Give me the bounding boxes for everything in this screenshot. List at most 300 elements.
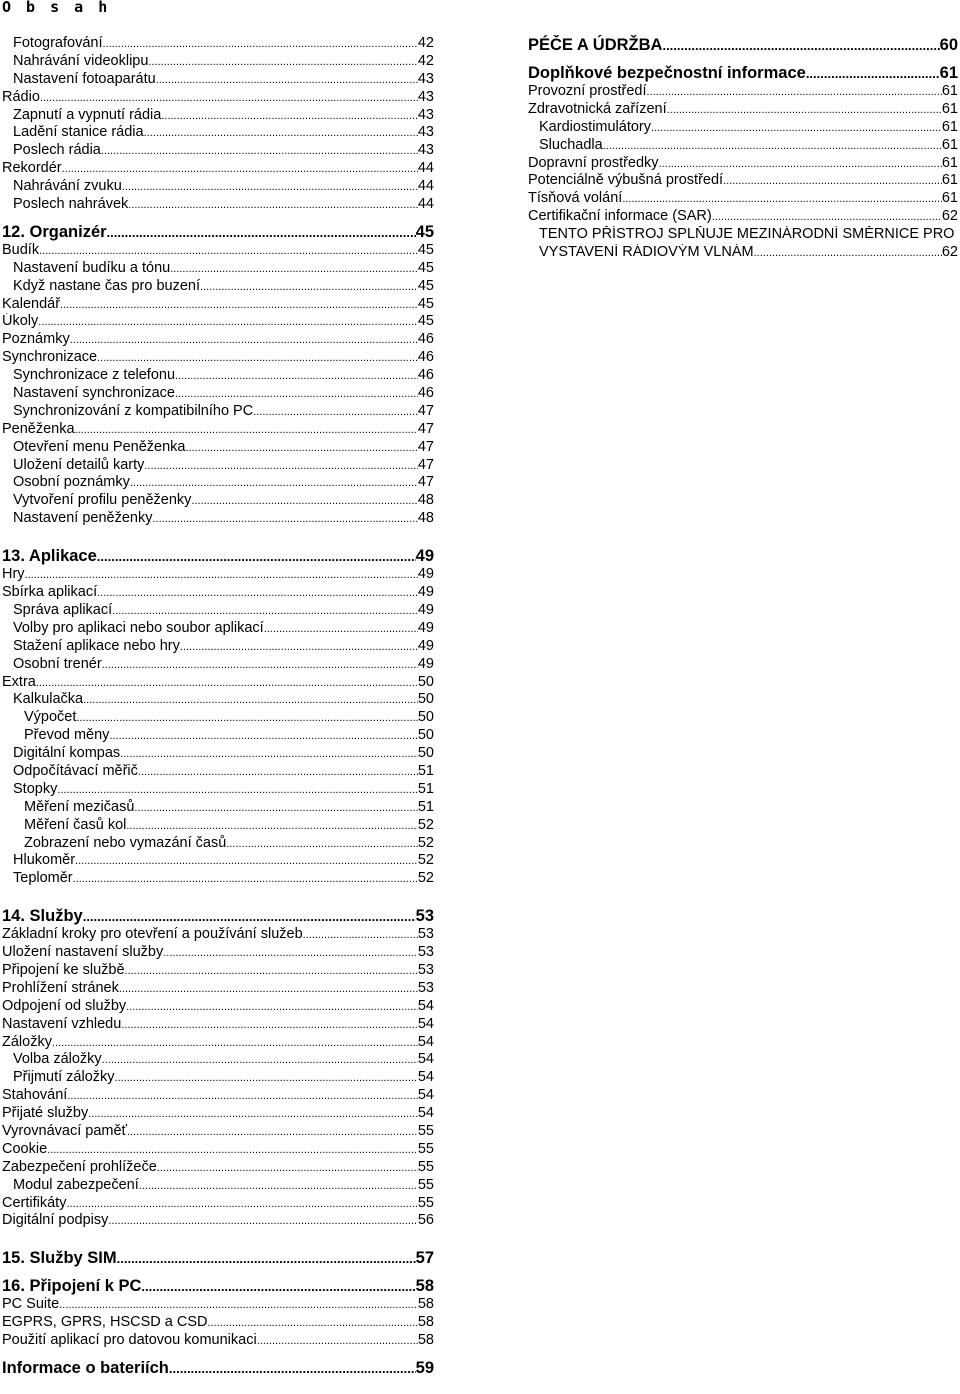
dot-leader bbox=[127, 1124, 418, 1141]
toc-page-number: 43 bbox=[417, 142, 434, 159]
toc-page-number: 49 bbox=[415, 547, 434, 566]
toc-page-number: 47 bbox=[417, 438, 434, 455]
toc-entry-label: Poslech nahrávek bbox=[13, 196, 129, 213]
dot-leader bbox=[200, 279, 418, 296]
toc-entry[interactable] bbox=[2, 1177, 434, 1195]
toc-entry[interactable] bbox=[2, 566, 434, 584]
toc-entry-label: Synchronizování z kompatibilního PC bbox=[13, 402, 254, 419]
toc-entry-label: Rádio bbox=[2, 88, 40, 105]
dot-leader bbox=[264, 621, 418, 638]
dot-leader bbox=[148, 54, 417, 71]
toc-entry[interactable] bbox=[2, 278, 434, 296]
toc-entry-label: TENTO PŘÍSTROJ SPLŇUJE MEZINÁRODNÍ SMĚRNICE PRO bbox=[539, 226, 955, 243]
dot-leader bbox=[121, 1017, 418, 1034]
toc-entry[interactable] bbox=[2, 781, 434, 799]
dot-leader bbox=[667, 102, 942, 119]
dot-leader bbox=[70, 332, 418, 349]
dot-leader bbox=[125, 963, 418, 980]
toc-entry[interactable] bbox=[2, 492, 434, 510]
dot-leader bbox=[170, 261, 418, 278]
toc-entry-label: PC Suite bbox=[2, 1296, 60, 1313]
dot-leader bbox=[102, 657, 418, 674]
toc-entry-label: Budík bbox=[2, 241, 40, 258]
toc-entry-label: Převod měny bbox=[24, 727, 110, 744]
toc-page-number: 53 bbox=[417, 979, 434, 996]
toc-page-number: 45 bbox=[417, 259, 434, 276]
dot-leader bbox=[102, 1052, 418, 1069]
dot-leader bbox=[97, 585, 418, 602]
toc-entry-label: Nahrávání zvuku bbox=[13, 178, 122, 195]
dot-leader bbox=[139, 1178, 418, 1195]
toc-entry-label: Dopravní prostředky bbox=[528, 154, 659, 171]
toc-page-number: 54 bbox=[417, 1051, 434, 1068]
dot-leader bbox=[180, 639, 418, 656]
toc-page-number: 49 bbox=[417, 655, 434, 672]
toc-entry[interactable] bbox=[2, 313, 434, 331]
toc-page-number: 60 bbox=[939, 36, 958, 54]
toc-entry[interactable] bbox=[2, 962, 434, 980]
toc-entry[interactable] bbox=[528, 119, 958, 137]
toc-page-number: 48 bbox=[417, 510, 434, 527]
toc-entry-label: Tísňová volání bbox=[528, 190, 623, 207]
toc-page-number: 54 bbox=[417, 1033, 434, 1050]
toc-entry-label: Zobrazení nebo vymazání časů bbox=[24, 834, 227, 851]
toc-entry-label: EGPRS, GPRS, HSCSD a CSD bbox=[2, 1314, 208, 1331]
toc-entry-label: Uložení nastavení služby bbox=[2, 944, 164, 961]
dot-leader bbox=[646, 84, 941, 101]
dot-leader bbox=[59, 1297, 418, 1314]
toc-entry[interactable] bbox=[2, 638, 434, 656]
toc-entry[interactable] bbox=[2, 260, 434, 278]
toc-page-number: 61 bbox=[941, 118, 958, 135]
toc-entry[interactable] bbox=[2, 674, 434, 692]
toc-page-number: 54 bbox=[417, 1087, 434, 1104]
toc-entry-label: Hlukoměr bbox=[13, 852, 76, 869]
dot-leader bbox=[102, 36, 417, 53]
toc-entry-label: Výpočet bbox=[24, 709, 77, 726]
toc-entry[interactable] bbox=[2, 1087, 434, 1105]
dot-leader bbox=[57, 782, 418, 799]
toc-entry-label: Stahování bbox=[2, 1087, 68, 1104]
toc-entry[interactable] bbox=[2, 367, 434, 385]
toc-entry-label: PÉČE A ÚDRŽBA bbox=[528, 36, 663, 54]
toc-entry-label: Uložení detailů karty bbox=[13, 456, 145, 473]
toc-page-number: 50 bbox=[417, 727, 434, 744]
toc-entry[interactable] bbox=[2, 124, 434, 142]
toc-entry[interactable] bbox=[2, 727, 434, 745]
toc-entry-label: Použití aplikací pro datovou komunikaci bbox=[2, 1332, 257, 1349]
toc-entry-label: Cookie bbox=[2, 1140, 48, 1157]
toc-left-column bbox=[2, 35, 434, 1378]
toc-entry[interactable] bbox=[2, 107, 434, 125]
toc-page-number: 51 bbox=[417, 780, 434, 797]
toc-entry[interactable] bbox=[528, 137, 958, 155]
toc-entry-label: 13. Aplikace bbox=[2, 547, 97, 566]
toc-page-number: 61 bbox=[941, 190, 958, 207]
dot-leader bbox=[60, 297, 418, 314]
toc-page-number: 53 bbox=[417, 944, 434, 961]
dot-leader bbox=[36, 675, 418, 692]
toc-page-number: 55 bbox=[417, 1122, 434, 1139]
toc-chapter-entry[interactable] bbox=[2, 906, 434, 926]
toc-entry[interactable] bbox=[2, 1016, 434, 1034]
toc-entry[interactable] bbox=[2, 53, 434, 71]
dot-leader bbox=[603, 138, 942, 155]
toc-entry-label: Synchronizace bbox=[2, 349, 98, 366]
section-spacer bbox=[2, 528, 434, 546]
toc-page-number: 45 bbox=[417, 313, 434, 330]
toc-page-number: 56 bbox=[417, 1212, 434, 1229]
toc-entry-label: 16. Připojení k PC bbox=[2, 1277, 142, 1296]
toc-entry[interactable] bbox=[2, 196, 434, 214]
toc-entry[interactable] bbox=[2, 1034, 434, 1052]
dot-leader bbox=[157, 1160, 418, 1177]
dot-leader bbox=[207, 1315, 417, 1332]
toc-page-number: 59 bbox=[415, 1359, 434, 1377]
toc-page-number: 55 bbox=[417, 1158, 434, 1175]
toc-page-number: 42 bbox=[417, 35, 434, 51]
toc-page-number: 43 bbox=[417, 106, 434, 123]
dot-leader bbox=[101, 143, 418, 160]
toc-entry-label: Otevření menu Peněženka bbox=[13, 438, 186, 455]
toc-chapter-entry[interactable] bbox=[528, 63, 958, 83]
toc-entry-label: Nahrávání videoklipu bbox=[13, 52, 149, 69]
dot-leader bbox=[659, 156, 942, 173]
toc-entry-label: Základní kroky pro otevření a používání služeb bbox=[2, 926, 303, 943]
dot-leader bbox=[662, 36, 939, 55]
toc-entry[interactable] bbox=[2, 1296, 434, 1314]
toc-entry[interactable] bbox=[528, 208, 958, 226]
toc-entry[interactable] bbox=[2, 620, 434, 638]
toc-entry[interactable] bbox=[528, 155, 958, 173]
dot-leader bbox=[73, 871, 418, 888]
toc-right-column bbox=[528, 35, 958, 262]
toc-page-number: 54 bbox=[417, 997, 434, 1014]
toc-page-number: 49 bbox=[417, 619, 434, 636]
toc-page-number: 53 bbox=[417, 926, 434, 943]
toc-entry-label: Peněženka bbox=[2, 420, 75, 437]
toc-entry[interactable] bbox=[2, 439, 434, 457]
toc-entry[interactable] bbox=[2, 1051, 434, 1069]
toc-page-number: 61 bbox=[941, 100, 958, 117]
dot-leader bbox=[303, 927, 418, 944]
toc-entry-label: VYSTAVENÍ RÁDIOVÝM VLNÁM bbox=[539, 244, 754, 261]
toc-page-number: 42 bbox=[417, 52, 434, 69]
dot-leader bbox=[226, 836, 418, 853]
dot-leader bbox=[97, 350, 418, 367]
dot-leader bbox=[141, 1277, 415, 1296]
toc-entry[interactable] bbox=[2, 584, 434, 602]
toc-entry-label: Poslech rádia bbox=[13, 142, 101, 159]
toc-entry-label: Zdravotnická zařízení bbox=[528, 100, 667, 117]
toc-page-number: 52 bbox=[417, 834, 434, 851]
toc-chapter-entry[interactable] bbox=[2, 1276, 434, 1296]
toc-entry-label: Měření časů kol bbox=[24, 816, 127, 833]
toc-entry[interactable] bbox=[2, 763, 434, 781]
toc-entry[interactable] bbox=[2, 745, 434, 763]
toc-page-number: 58 bbox=[417, 1314, 434, 1331]
toc-page-number: 51 bbox=[417, 798, 434, 815]
page-title: O b s a h bbox=[2, 0, 111, 16]
toc-entry-label: Kalkulačka bbox=[13, 691, 84, 708]
toc-entry-label: Nastavení synchronizace bbox=[13, 385, 175, 402]
dot-leader bbox=[97, 547, 416, 566]
toc-entry[interactable] bbox=[2, 870, 434, 888]
toc-entry-label: Hry bbox=[2, 566, 25, 583]
toc-entry-label: Vyrovnávací paměť bbox=[2, 1122, 127, 1139]
dot-leader bbox=[144, 125, 418, 142]
toc-entry-label: Osobní trenér bbox=[13, 655, 102, 672]
toc-entry-label: 15. Služby SIM bbox=[2, 1249, 117, 1268]
toc-entry-label: Extra bbox=[2, 673, 36, 690]
toc-entry[interactable] bbox=[2, 799, 434, 817]
dot-leader bbox=[128, 197, 418, 214]
toc-entry[interactable] bbox=[2, 835, 434, 853]
toc-page-number: 49 bbox=[417, 584, 434, 601]
toc-entry[interactable] bbox=[2, 852, 434, 870]
toc-entry[interactable] bbox=[2, 926, 434, 944]
toc-entry[interactable] bbox=[2, 1332, 434, 1350]
toc-page-number: 47 bbox=[417, 402, 434, 419]
toc-entry-label: Kalendář bbox=[2, 295, 61, 312]
toc-entry[interactable] bbox=[2, 510, 434, 528]
toc-page-number: 47 bbox=[417, 456, 434, 473]
toc-entry[interactable] bbox=[2, 944, 434, 962]
toc-page-number: 58 bbox=[417, 1332, 434, 1349]
toc-entry[interactable] bbox=[528, 244, 958, 262]
toc-page-number: 52 bbox=[417, 870, 434, 887]
dot-leader bbox=[75, 422, 418, 439]
toc-entry-label: Když nastane čas pro buzení bbox=[13, 277, 201, 294]
dot-leader bbox=[163, 945, 418, 962]
toc-entry[interactable] bbox=[528, 83, 958, 101]
toc-entry-label: Stažení aplikace nebo hry bbox=[13, 637, 180, 654]
dot-leader bbox=[257, 1333, 418, 1350]
dot-leader bbox=[622, 191, 942, 208]
toc-entry[interactable] bbox=[2, 817, 434, 835]
toc-entry-label: Odpojení od služby bbox=[2, 997, 127, 1014]
dot-leader bbox=[115, 1070, 418, 1087]
dot-leader bbox=[253, 404, 418, 421]
toc-page-number: 49 bbox=[417, 601, 434, 618]
toc-entry-label: Nastavení peněženky bbox=[13, 510, 153, 527]
dot-leader bbox=[109, 728, 417, 745]
toc-entry-label: Připojení ke službě bbox=[2, 961, 125, 978]
toc-entry-label: Volba záložky bbox=[13, 1051, 102, 1068]
toc-entry[interactable] bbox=[2, 1159, 434, 1177]
dot-leader bbox=[39, 243, 418, 260]
toc-entry[interactable] bbox=[2, 1123, 434, 1141]
toc-entry[interactable] bbox=[2, 1141, 434, 1159]
toc-entry[interactable] bbox=[2, 602, 434, 620]
toc-entry[interactable] bbox=[2, 178, 434, 196]
dot-leader bbox=[75, 853, 418, 870]
toc-entry[interactable] bbox=[2, 349, 434, 367]
toc-page-number: 62 bbox=[941, 208, 958, 225]
toc-page-number: 43 bbox=[417, 124, 434, 141]
dot-leader bbox=[175, 386, 418, 403]
toc-page-number: 49 bbox=[417, 566, 434, 583]
toc-entry[interactable] bbox=[528, 190, 958, 208]
toc-entry-label: Přijmutí záložky bbox=[13, 1069, 115, 1086]
toc-entry-label: Poznámky bbox=[2, 331, 70, 348]
toc-entry[interactable] bbox=[2, 71, 434, 89]
dot-leader bbox=[67, 1088, 418, 1105]
toc-entry[interactable] bbox=[2, 1212, 434, 1230]
dot-leader bbox=[52, 1035, 418, 1052]
toc-entry-label: Potenciálně výbušná prostředí bbox=[528, 172, 724, 189]
toc-entry-label: Zapnutí a vypnutí rádia bbox=[13, 106, 162, 123]
section-spacer bbox=[2, 1230, 434, 1248]
toc-entry[interactable] bbox=[2, 421, 434, 439]
toc-entry[interactable] bbox=[528, 172, 958, 190]
toc-entry[interactable] bbox=[2, 89, 434, 107]
dot-leader bbox=[144, 458, 417, 475]
dot-leader bbox=[88, 1106, 418, 1123]
dot-leader bbox=[130, 475, 418, 492]
toc-entry-label: Vytvoření profilu peněženky bbox=[13, 492, 192, 509]
toc-entry[interactable] bbox=[2, 242, 434, 260]
toc-entry[interactable] bbox=[2, 474, 434, 492]
toc-entry-label: Teploměr bbox=[13, 870, 73, 887]
toc-entry-label: Přijaté služby bbox=[2, 1105, 89, 1122]
toc-page-number: 54 bbox=[417, 1105, 434, 1122]
toc-page-number: 43 bbox=[417, 88, 434, 105]
dot-leader bbox=[120, 746, 418, 763]
toc-entry-label: Sbírka aplikací bbox=[2, 584, 98, 601]
toc-chapter-entry[interactable] bbox=[2, 222, 434, 242]
toc-chapter-entry[interactable] bbox=[2, 1248, 434, 1268]
toc-entry[interactable] bbox=[2, 331, 434, 349]
toc-entry-label: Doplňkové bezpečnostní informace bbox=[528, 64, 806, 82]
toc-entry-label: Fotografování bbox=[13, 35, 103, 51]
toc-entry[interactable] bbox=[2, 980, 434, 998]
toc-entry[interactable] bbox=[2, 998, 434, 1016]
toc-page-number: 50 bbox=[417, 709, 434, 726]
dot-leader bbox=[806, 64, 940, 83]
toc-entry[interactable] bbox=[528, 101, 958, 119]
toc-page-number: 61 bbox=[941, 83, 958, 99]
dot-leader bbox=[83, 692, 418, 709]
toc-entry[interactable] bbox=[2, 691, 434, 709]
toc-entry-label: Certifikáty bbox=[2, 1194, 67, 1211]
toc-entry-label: Informace o bateriích bbox=[2, 1359, 169, 1377]
dot-leader bbox=[25, 567, 418, 584]
toc-entry[interactable] bbox=[2, 160, 434, 178]
toc-page-number: 44 bbox=[417, 160, 434, 177]
dot-leader bbox=[161, 108, 418, 125]
toc-entry-label: Sluchadla bbox=[539, 136, 603, 153]
toc-page-number: 47 bbox=[417, 420, 434, 437]
toc-page-number: 55 bbox=[417, 1140, 434, 1157]
toc-page-number: 55 bbox=[417, 1194, 434, 1211]
dot-leader bbox=[156, 72, 418, 89]
dot-leader bbox=[134, 800, 417, 817]
toc-page-number: 55 bbox=[417, 1176, 434, 1193]
dot-leader bbox=[108, 1213, 417, 1230]
toc-entry-label: Úkoly bbox=[2, 313, 39, 330]
dot-leader bbox=[712, 209, 942, 226]
toc-page-number: 46 bbox=[417, 385, 434, 402]
dot-leader bbox=[651, 120, 942, 137]
toc-entry[interactable] bbox=[2, 709, 434, 727]
toc-entry-label: Provozní prostředí bbox=[528, 83, 647, 99]
toc-entry[interactable] bbox=[2, 1195, 434, 1213]
toc-entry[interactable] bbox=[528, 226, 958, 244]
toc-entry-label: Kardiostimulátory bbox=[539, 118, 652, 135]
toc-entry[interactable] bbox=[2, 1314, 434, 1332]
toc-entry-label: Digitální kompas bbox=[13, 745, 121, 762]
toc-entry[interactable] bbox=[2, 457, 434, 475]
dot-leader bbox=[122, 179, 418, 196]
dot-leader bbox=[40, 90, 418, 107]
dot-leader bbox=[175, 368, 418, 385]
dot-leader bbox=[169, 1359, 416, 1378]
toc-page-number: 44 bbox=[417, 178, 434, 195]
dot-leader bbox=[126, 818, 418, 835]
toc-page-number: 43 bbox=[417, 70, 434, 87]
toc-page-number: 61 bbox=[941, 172, 958, 189]
dot-leader bbox=[723, 173, 942, 190]
toc-entry[interactable] bbox=[2, 403, 434, 421]
toc-entry[interactable] bbox=[2, 385, 434, 403]
dot-leader bbox=[83, 907, 416, 926]
toc-entry[interactable] bbox=[2, 656, 434, 674]
toc-page-number: 52 bbox=[417, 852, 434, 869]
toc-entry-label: 14. Služby bbox=[2, 907, 83, 926]
toc-entry-label: Odpočítávací měřič bbox=[13, 762, 138, 779]
dot-leader bbox=[38, 314, 418, 331]
toc-entry-label: Nastavení budíku a tónu bbox=[13, 259, 171, 276]
toc-page-number: 50 bbox=[417, 691, 434, 708]
toc-page-number: 47 bbox=[417, 474, 434, 491]
toc-page-number: 61 bbox=[941, 136, 958, 153]
toc-page-number: 53 bbox=[417, 961, 434, 978]
toc-page-number: 46 bbox=[417, 331, 434, 348]
toc-page-number: 45 bbox=[417, 295, 434, 312]
toc-page-number: 62 bbox=[941, 244, 958, 261]
toc-entry-label: Volby pro aplikaci nebo soubor aplikací bbox=[13, 619, 264, 636]
toc-page-number: 46 bbox=[417, 367, 434, 384]
toc-entry-label: Certifikační informace (SAR) bbox=[528, 208, 712, 225]
toc-entry[interactable] bbox=[2, 142, 434, 160]
dot-leader bbox=[119, 981, 418, 998]
toc-page-number: 45 bbox=[415, 222, 434, 241]
toc-page-number: 52 bbox=[417, 816, 434, 833]
dot-leader bbox=[47, 1142, 418, 1159]
toc-page-number: 57 bbox=[415, 1249, 434, 1268]
toc-entry-label: Rekordér bbox=[2, 160, 62, 177]
toc-entry[interactable] bbox=[2, 1069, 434, 1087]
toc-page-number: 53 bbox=[415, 907, 434, 926]
toc-entry-label: Nastavení fotoaparátu bbox=[13, 70, 156, 87]
toc-page-number: 45 bbox=[417, 277, 434, 294]
toc-entry[interactable] bbox=[2, 296, 434, 314]
toc-entry[interactable] bbox=[2, 35, 434, 53]
toc-page-number: 61 bbox=[941, 154, 958, 171]
toc-chapter-entry[interactable] bbox=[2, 1358, 434, 1378]
toc-entry[interactable] bbox=[2, 1105, 434, 1123]
toc-chapter-entry[interactable] bbox=[528, 35, 958, 55]
toc-chapter-entry[interactable] bbox=[2, 546, 434, 566]
toc-page-number: 48 bbox=[417, 492, 434, 509]
toc-entry-label: Osobní poznámky bbox=[13, 474, 130, 491]
dot-leader bbox=[76, 710, 417, 727]
dot-leader bbox=[126, 999, 418, 1016]
toc-entry-label: Synchronizace z telefonu bbox=[13, 367, 176, 384]
toc-entry-label: Digitální podpisy bbox=[2, 1212, 109, 1229]
toc-page-number: 50 bbox=[417, 673, 434, 690]
